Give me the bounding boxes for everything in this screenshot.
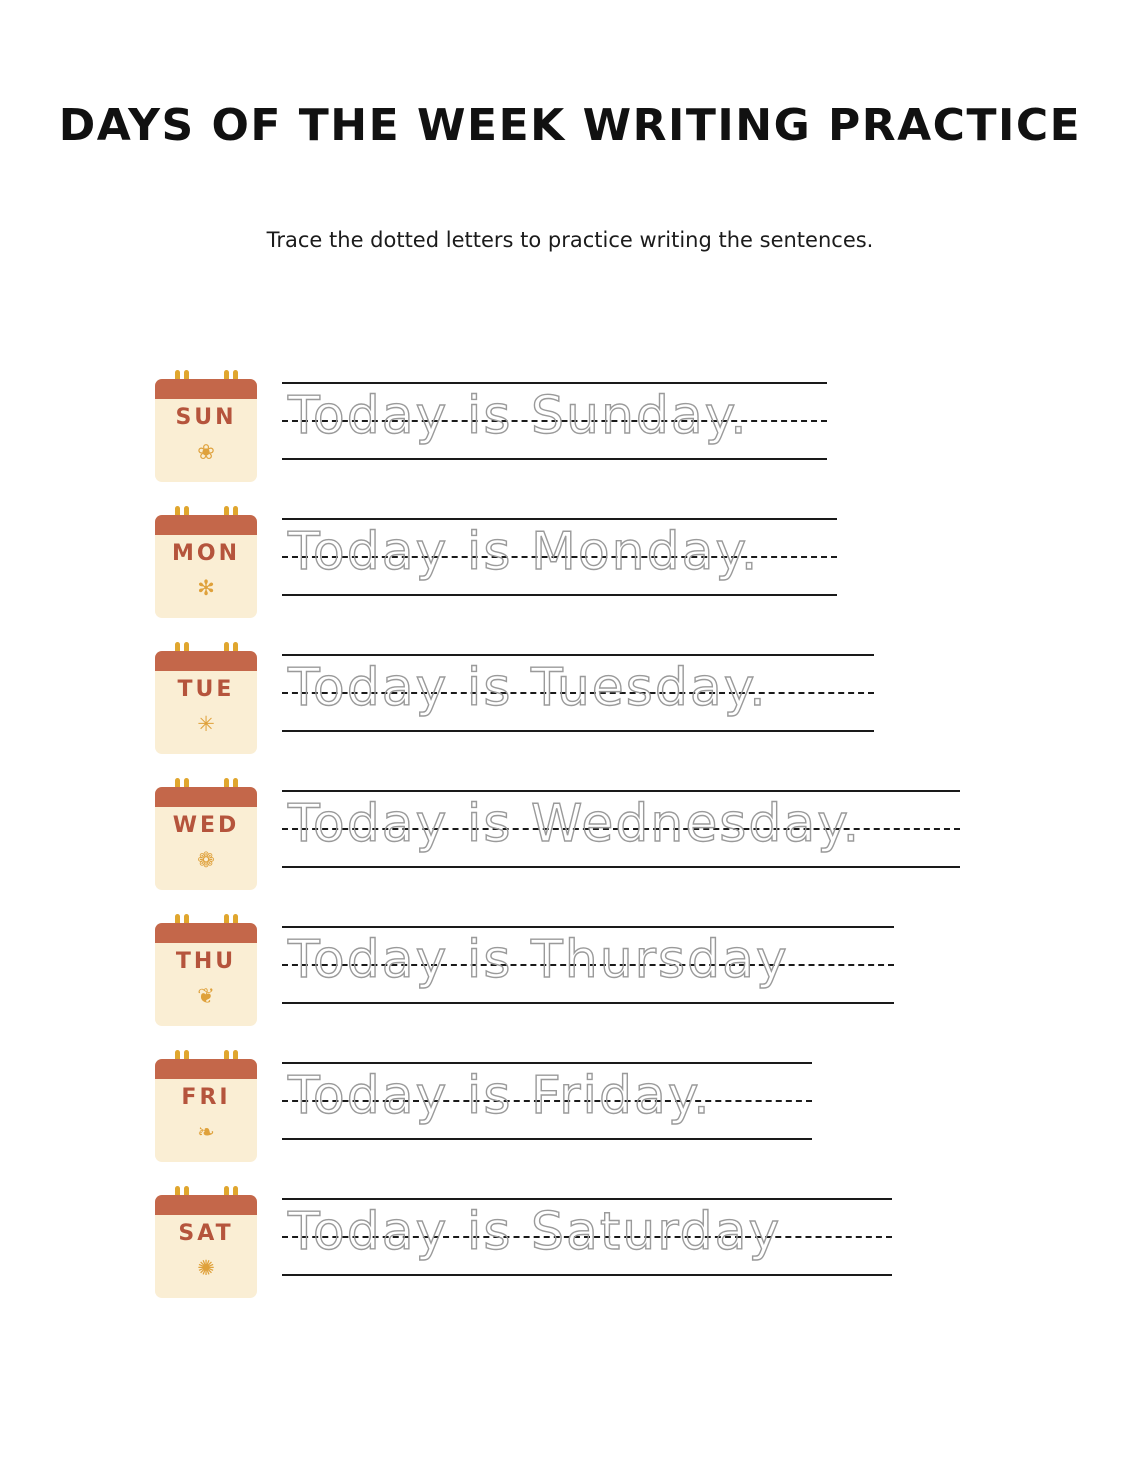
- trace-sentence: Today is Monday.: [288, 522, 760, 582]
- rule-line-bottom: [282, 730, 874, 732]
- rule-line-bottom: [282, 1138, 812, 1140]
- rule-line-bottom: [282, 594, 837, 596]
- calendar-mon-icon: [155, 506, 257, 618]
- calendar-motif-icon: ✻: [197, 577, 215, 600]
- rule-line-bottom: [282, 866, 960, 868]
- calendar-day-label: WED: [172, 813, 240, 838]
- trace-sentence: Today is Wednesday.: [288, 794, 862, 854]
- calendar-day-label: THU: [175, 949, 237, 974]
- tracing-line-group: [282, 1048, 812, 1158]
- trace-sentence: Today is Friday.: [288, 1066, 712, 1126]
- calendar-motif-icon: ❦: [197, 985, 215, 1008]
- calendar-day-label: MON: [171, 541, 240, 566]
- calendar-motif-icon: ❁: [197, 849, 215, 872]
- practice-row: [0, 496, 1140, 632]
- calendar-day-label: SAT: [178, 1221, 234, 1246]
- tracing-line-group: [282, 776, 960, 886]
- tracing-line-group: [282, 912, 894, 1022]
- trace-sentence: Today is Saturday: [288, 1202, 782, 1262]
- page-title: DAYS OF THE WEEK WRITING PRACTICE: [58, 100, 1082, 151]
- calendar-thu-icon: [155, 914, 257, 1026]
- calendar-motif-icon: ❧: [197, 1121, 215, 1144]
- tracing-line-group: [282, 368, 827, 478]
- rule-line-bottom: [282, 1274, 892, 1276]
- trace-sentence: Today is Thursday: [288, 930, 789, 990]
- calendar-motif-icon: ✳: [197, 713, 215, 736]
- calendar-motif-icon: ❀: [197, 441, 215, 464]
- practice-row: [0, 1040, 1140, 1176]
- rule-line-bottom: [282, 458, 827, 460]
- calendar-day-label: FRI: [181, 1085, 231, 1110]
- practice-row: [0, 904, 1140, 1040]
- calendar-day-label: SUN: [175, 405, 237, 430]
- practice-row: [0, 1176, 1140, 1312]
- tracing-line-group: [282, 640, 874, 750]
- calendar-tue-icon: [155, 642, 257, 754]
- practice-rows: [0, 360, 1140, 1312]
- calendar-wed-icon: [155, 778, 257, 890]
- practice-row: [0, 360, 1140, 496]
- calendar-day-label: TUE: [177, 677, 235, 702]
- calendar-sun-icon: [155, 370, 257, 482]
- practice-row: [0, 632, 1140, 768]
- tracing-line-group: [282, 1184, 892, 1294]
- trace-sentence: Today is Tuesday.: [288, 658, 768, 718]
- rule-line-bottom: [282, 1002, 894, 1004]
- calendar-sat-icon: [155, 1186, 257, 1298]
- trace-sentence: Today is Sunday.: [288, 386, 749, 446]
- practice-row: [0, 768, 1140, 904]
- calendar-motif-icon: ✺: [197, 1257, 215, 1280]
- calendar-fri-icon: [155, 1050, 257, 1162]
- instructions-text: Trace the dotted letters to practice writing the sentences.: [266, 228, 874, 252]
- tracing-line-group: [282, 504, 837, 614]
